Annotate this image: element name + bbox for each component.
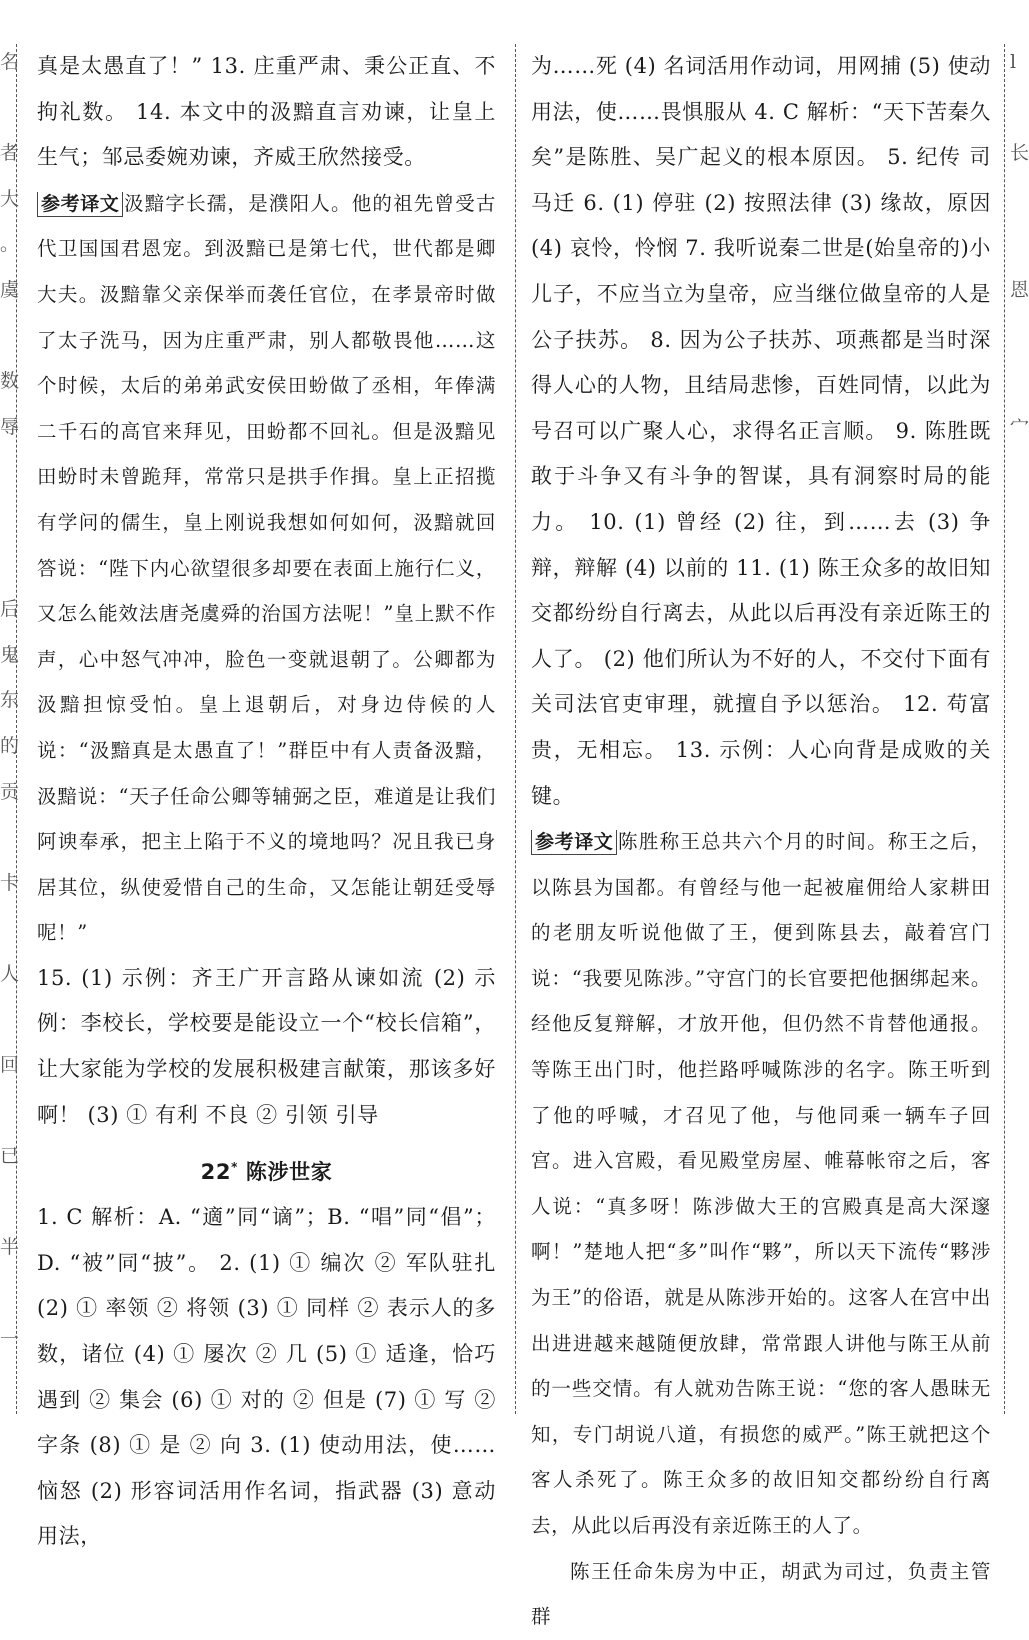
translation-text: 陈胜称王总共六个月的时间。称王之后，以陈县为国都。有曾经与他一起被雇佣给人家耕田的老朋友听说他做了王，便到陈县去，敲着宫门说：“我要见陈涉。”守宫门的长官要把他捆绑起来。经他反复辩解，才放开他，但仍然不肯替他通报。等陈王出门时，他拦路呼喊陈涉的名字。陈王听到了他的呼喊，才召见了他，与他同乘一辆车子回宫。进入宫殿，看见殿堂房屋、帷幕帐帘之后，客人说：“真多呀！陈涉做大王的宫殿真是高大深邃啊！”楚地人把“多”叫作“夥”，所以天下流传“夥涉为王”的俗语，就是从陈涉开始的。这客人在宫中出出进进越来越随便放肆，常常跟人讲他与陈王从前的一些交情。有人就劝告陈王说：“您的客人愚昧无知，专门胡说八道，有损您的威严。”陈王就把这个客人杀死了。陈王众多的故旧知交都纷纷自行离去，从此以后再没有亲近陈王的人了。 <box>531 830 991 1537</box>
left-edge-cropped-text: 名 者 大 。 虞 数 辱 后 鬼 东 的 贡 卡 人 回 已 半 一 <box>0 51 20 1350</box>
section-name: 陈涉世家 <box>245 1160 333 1185</box>
answer-block-14: 真是太愚直了！” 13. 庄重严肃、秉公正直、不拘礼数。 14. 本文中的汲黯直言劝谏，让皇上生气；邹忌委婉劝谏，齐威王欣然接受。 <box>37 54 496 170</box>
right-column <box>531 44 991 1640</box>
left-column <box>37 44 496 1560</box>
section-number: 22 <box>200 1160 232 1185</box>
reference-translation-tag: 参考译文 <box>37 192 123 217</box>
answer-block-15: 15. (1) 示例：齐王广开言路从谏如流 (2) 示例：李校长，学校要是能设立一个“校长信箱”，让大家能为学校的发展积极建言献策，那该多好啊！ (3) ① 有利 不良 ② 引领 引导 <box>37 965 496 1127</box>
reference-translation-tag: 参考译文 <box>531 830 617 855</box>
right-border-line <box>1004 44 1005 1414</box>
section-mark: * <box>231 1160 238 1175</box>
right-edge-cropped-text: l 长 恩 宀 <box>1010 51 1029 438</box>
reference-translation-jian <box>37 181 496 956</box>
left-border-line <box>16 44 17 1414</box>
reference-translation-chen <box>531 819 991 1549</box>
section-title <box>37 1144 496 1195</box>
translation-text: 汲黯字长孺，是濮阳人。他的祖先曾受古代卫国国君恩宠。到汲黯已是第七代，世代都是卿大夫。汲黯靠父亲保举而袭任官位，在孝景帝时做了太子洗马，因为庄重严肃，别人都敬畏他……这个时候，太后的弟弟武安侯田蚡做了丞相，年俸满二千石的高官来拜见，田蚡都不回礼。但是汲黯见田蚡时未曾跪拜，常常只是拱手作揖。皇上正招揽有学问的儒生，皇上刚说我想如何如何，汲黯就回答说：“陛下内心欲望很多却要在表面上施行仁义，又怎么能效法唐尧虞舜的治国方法呢！”皇上默不作声，心中怒气冲冲，脸色一变就退朝了。公卿都为汲黯担惊受怕。皇上退朝后，对身边侍候的人说：“汲黯真是太愚直了！”群臣中有人责备汲黯，汲黯说：“天子任命公卿等辅弼之臣，难道是让我们阿谀奉承，把主上陷于不义的境地吗？况且我已身居其位，纵使爱惜自己的生命，又怎能让朝廷受辱呢！” <box>37 191 496 945</box>
answer-block-22: 1. C 解析：A. “適”同“谪”；B. “唱”同“倡”；D. “被”同“披”。 2. (1) ① 编次 ② 军队驻扎 (2) ① 率领 ② 将领 (3) ① 同样 ② 表示人的多数，诸位 (4) ① 屡次 ② 几 (5) ① 适逢，恰巧遇到 ② 集会 (6) ① 对的 ② 但是 (7) ① 写 ② 字条 (8) ① 是 ② 向 3. (1) 使动用法，使……恼怒 (2) 形容词活用作名词，指武器 (3) 意动用法， <box>37 1205 496 1549</box>
column-divider <box>515 44 516 1414</box>
translation-continued: 陈王任命朱房为中正，胡武为司过，负责主管群 <box>531 1559 991 1629</box>
answer-block-continued: 为……死 (4) 名词活用作动词，用网捕 (5) 使动用法，使……畏惧服从 4. C 解析：“天下苦秦久矣”是陈胜、吴广起义的根本原因。 5. 纪传 司马迁 6. (1) 停驻 (2) 按照法律 (3) 缘故，原因 (4) 哀怜，怜悯 7. 我听说秦二世是(始皇帝的)小儿子，不应当立为皇帝，应当继位做皇帝的人是公子扶苏。 8. 因为公子扶苏、项燕都是当时深得人心的人物，且结局悲惨，百姓同情，以此为号召可以广聚人心，求得名正言顺。 9. 陈胜既敢于斗争又有斗争的智谋，具有洞察时局的能力。 10. (1) 曾经 (2) 往，到……去 (3) 争辩，辩解 (4) 以前的 11. (1) 陈王众多的故旧知交都纷纷自行离去，从此以后再没有亲近陈王的人了。 (2) 他们所认为不好的人，不交付下面有关司法官吏审理，就擅自予以惩治。 12. 苟富贵，无相忘。 13. 示例：人心向背是成败的关键。 <box>531 54 991 808</box>
